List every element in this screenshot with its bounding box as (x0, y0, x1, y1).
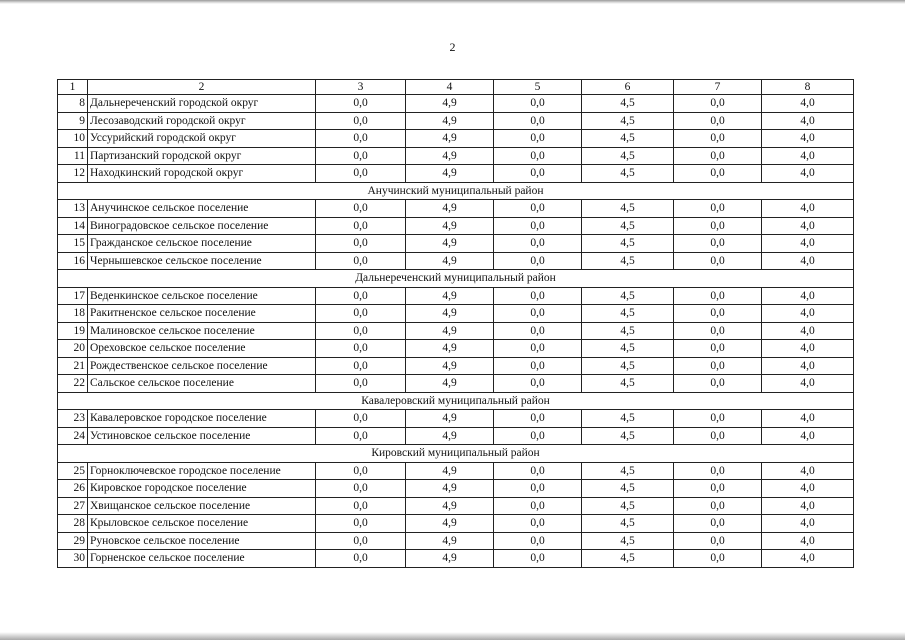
value-cell: 4,0 (762, 322, 854, 340)
header-cell: 7 (674, 80, 762, 95)
value-cell: 0,0 (494, 340, 582, 358)
value-cell: 4,5 (582, 217, 674, 235)
value-cell: 4,0 (762, 95, 854, 113)
value-cell: 4,9 (406, 550, 494, 568)
value-cell: 0,0 (494, 200, 582, 218)
municipality-name: Анучинское сельское поселение (88, 200, 316, 218)
row-number: 8 (58, 95, 88, 113)
value-cell: 0,0 (316, 112, 406, 130)
value-cell: 4,0 (762, 550, 854, 568)
table-row (58, 165, 854, 183)
value-cell: 4,0 (762, 217, 854, 235)
value-cell: 0,0 (494, 357, 582, 375)
value-cell: 4,5 (582, 147, 674, 165)
table-row (58, 95, 854, 113)
row-number: 15 (58, 235, 88, 253)
value-cell: 4,9 (406, 252, 494, 270)
municipality-name: Ореховское сельское поселение (88, 340, 316, 358)
value-cell: 0,0 (674, 427, 762, 445)
municipality-name: Рождественское сельское поселение (88, 357, 316, 375)
data-table (57, 79, 854, 568)
value-cell: 4,5 (582, 287, 674, 305)
value-cell: 4,9 (406, 515, 494, 533)
value-cell: 0,0 (316, 165, 406, 183)
row-number: 10 (58, 130, 88, 148)
value-cell: 4,0 (762, 287, 854, 305)
value-cell: 4,5 (582, 235, 674, 253)
value-cell: 0,0 (674, 95, 762, 113)
value-cell: 4,9 (406, 217, 494, 235)
value-cell: 4,0 (762, 340, 854, 358)
value-cell: 0,0 (674, 130, 762, 148)
value-cell: 4,9 (406, 480, 494, 498)
value-cell: 4,9 (406, 427, 494, 445)
value-cell: 0,0 (494, 427, 582, 445)
value-cell: 0,0 (674, 322, 762, 340)
municipality-name: Лесозаводский городской округ (88, 112, 316, 130)
header-cell: 8 (762, 80, 854, 95)
value-cell: 4,0 (762, 427, 854, 445)
value-cell: 4,0 (762, 497, 854, 515)
value-cell: 0,0 (674, 497, 762, 515)
value-cell: 4,9 (406, 322, 494, 340)
municipality-name: Уссурийский городской округ (88, 130, 316, 148)
section-title: Кировский муниципальный район (58, 445, 854, 463)
table-row (58, 112, 854, 130)
section-row (58, 392, 854, 410)
municipality-name: Горненское сельское поселение (88, 550, 316, 568)
section-title: Анучинский муниципальный район (58, 182, 854, 200)
value-cell: 4,5 (582, 200, 674, 218)
value-cell: 0,0 (316, 287, 406, 305)
municipality-name: Устиновское сельское поселение (88, 427, 316, 445)
value-cell: 0,0 (316, 532, 406, 550)
value-cell: 4,0 (762, 200, 854, 218)
value-cell: 4,5 (582, 357, 674, 375)
municipality-name: Хвищанское сельское поселение (88, 497, 316, 515)
value-cell: 4,9 (406, 95, 494, 113)
section-title: Дальнереченский муниципальный район (58, 270, 854, 288)
table-row (58, 130, 854, 148)
value-cell: 4,0 (762, 462, 854, 480)
value-cell: 0,0 (494, 480, 582, 498)
municipality-name: Дальнереченский городской округ (88, 95, 316, 113)
value-cell: 0,0 (316, 252, 406, 270)
section-title: Кавалеровский муниципальный район (58, 392, 854, 410)
value-cell: 0,0 (674, 515, 762, 533)
value-cell: 4,9 (406, 235, 494, 253)
section-row (58, 445, 854, 463)
value-cell: 4,5 (582, 112, 674, 130)
value-cell: 0,0 (316, 375, 406, 393)
value-cell: 4,9 (406, 462, 494, 480)
value-cell: 4,0 (762, 375, 854, 393)
value-cell: 0,0 (494, 235, 582, 253)
row-number: 11 (58, 147, 88, 165)
header-cell: 6 (582, 80, 674, 95)
municipality-name: Гражданское сельское поселение (88, 235, 316, 253)
table-row (58, 287, 854, 305)
value-cell: 4,0 (762, 357, 854, 375)
value-cell: 0,0 (674, 532, 762, 550)
value-cell: 0,0 (316, 427, 406, 445)
value-cell: 0,0 (316, 515, 406, 533)
value-cell: 0,0 (674, 462, 762, 480)
value-cell: 0,0 (494, 217, 582, 235)
municipality-name: Ракитненское сельское поселение (88, 305, 316, 323)
row-number: 29 (58, 532, 88, 550)
table-row (58, 550, 854, 568)
value-cell: 4,0 (762, 480, 854, 498)
table-row (58, 200, 854, 218)
value-cell: 0,0 (494, 532, 582, 550)
value-cell: 0,0 (316, 305, 406, 323)
value-cell: 0,0 (316, 147, 406, 165)
value-cell: 0,0 (494, 130, 582, 148)
value-cell: 0,0 (316, 322, 406, 340)
value-cell: 0,0 (316, 462, 406, 480)
value-cell: 0,0 (494, 95, 582, 113)
value-cell: 4,5 (582, 497, 674, 515)
header-cell: 4 (406, 80, 494, 95)
value-cell: 0,0 (674, 340, 762, 358)
value-cell: 4,5 (582, 550, 674, 568)
value-cell: 4,9 (406, 130, 494, 148)
row-number: 22 (58, 375, 88, 393)
table-row (58, 462, 854, 480)
value-cell: 0,0 (494, 515, 582, 533)
header-cell: 5 (494, 80, 582, 95)
value-cell: 0,0 (674, 410, 762, 428)
municipality-name: Кировское городское поселение (88, 480, 316, 498)
row-number: 23 (58, 410, 88, 428)
value-cell: 4,5 (582, 252, 674, 270)
value-cell: 0,0 (494, 165, 582, 183)
value-cell: 4,5 (582, 532, 674, 550)
row-number: 16 (58, 252, 88, 270)
row-number: 21 (58, 357, 88, 375)
value-cell: 4,9 (406, 532, 494, 550)
value-cell: 0,0 (674, 147, 762, 165)
value-cell: 0,0 (316, 200, 406, 218)
page-number: 2 (449, 40, 456, 54)
scan-edge-top (0, 0, 905, 4)
row-number: 13 (58, 200, 88, 218)
value-cell: 0,0 (316, 235, 406, 253)
table-row (58, 235, 854, 253)
value-cell: 4,9 (406, 147, 494, 165)
municipality-name: Кавалеровское городское поселение (88, 410, 316, 428)
value-cell: 0,0 (316, 340, 406, 358)
value-cell: 4,5 (582, 322, 674, 340)
value-cell: 4,5 (582, 480, 674, 498)
table-row (58, 252, 854, 270)
row-number: 12 (58, 165, 88, 183)
value-cell: 4,5 (582, 95, 674, 113)
row-number: 17 (58, 287, 88, 305)
value-cell: 4,5 (582, 165, 674, 183)
header-cell: 2 (88, 80, 316, 95)
value-cell: 0,0 (316, 217, 406, 235)
municipality-name: Горноключевское городское поселение (88, 462, 316, 480)
table-row (58, 497, 854, 515)
row-number: 9 (58, 112, 88, 130)
value-cell: 0,0 (494, 550, 582, 568)
value-cell: 4,9 (406, 305, 494, 323)
value-cell: 4,0 (762, 130, 854, 148)
value-cell: 4,9 (406, 375, 494, 393)
value-cell: 4,9 (406, 340, 494, 358)
value-cell: 4,0 (762, 532, 854, 550)
value-cell: 0,0 (494, 462, 582, 480)
table-row (58, 147, 854, 165)
table-row (58, 357, 854, 375)
table-row (58, 427, 854, 445)
municipality-name: Чернышевское сельское поселение (88, 252, 316, 270)
value-cell: 0,0 (316, 95, 406, 113)
municipality-name: Крыловское сельское поселение (88, 515, 316, 533)
value-cell: 0,0 (494, 497, 582, 515)
row-number: 24 (58, 427, 88, 445)
value-cell: 4,9 (406, 410, 494, 428)
scan-edge-bottom (0, 632, 905, 640)
value-cell: 4,5 (582, 515, 674, 533)
value-cell: 0,0 (674, 480, 762, 498)
value-cell: 0,0 (316, 410, 406, 428)
value-cell: 4,0 (762, 515, 854, 533)
value-cell: 4,9 (406, 287, 494, 305)
value-cell: 0,0 (674, 235, 762, 253)
value-cell: 0,0 (674, 112, 762, 130)
value-cell: 0,0 (494, 322, 582, 340)
table-row (58, 217, 854, 235)
value-cell: 4,0 (762, 252, 854, 270)
table-header-row (58, 80, 854, 95)
value-cell: 4,9 (406, 165, 494, 183)
value-cell: 0,0 (494, 147, 582, 165)
value-cell: 4,9 (406, 357, 494, 375)
municipality-name: Сальское сельское поселение (88, 375, 316, 393)
header-cell: 3 (316, 80, 406, 95)
municipality-name: Малиновское сельское поселение (88, 322, 316, 340)
value-cell: 0,0 (494, 252, 582, 270)
value-cell: 0,0 (316, 480, 406, 498)
value-cell: 0,0 (674, 217, 762, 235)
value-cell: 0,0 (494, 410, 582, 428)
value-cell: 0,0 (674, 375, 762, 393)
value-cell: 0,0 (674, 305, 762, 323)
value-cell: 0,0 (674, 287, 762, 305)
table-row (58, 340, 854, 358)
value-cell: 4,0 (762, 112, 854, 130)
municipality-name: Виноградовское сельское поселение (88, 217, 316, 235)
table-row (58, 322, 854, 340)
value-cell: 4,9 (406, 497, 494, 515)
value-cell: 4,5 (582, 305, 674, 323)
table-row (58, 375, 854, 393)
value-cell: 0,0 (674, 252, 762, 270)
value-cell: 4,0 (762, 410, 854, 428)
value-cell: 4,0 (762, 147, 854, 165)
municipality-name: Находкинский городской округ (88, 165, 316, 183)
value-cell: 0,0 (674, 200, 762, 218)
row-number: 20 (58, 340, 88, 358)
value-cell: 4,0 (762, 305, 854, 323)
row-number: 30 (58, 550, 88, 568)
header-cell: 1 (58, 80, 88, 95)
table-row (58, 305, 854, 323)
row-number: 25 (58, 462, 88, 480)
row-number: 28 (58, 515, 88, 533)
value-cell: 0,0 (494, 305, 582, 323)
municipality-name: Партизанский городской округ (88, 147, 316, 165)
value-cell: 4,5 (582, 130, 674, 148)
value-cell: 0,0 (674, 357, 762, 375)
table-row (58, 410, 854, 428)
row-number: 27 (58, 497, 88, 515)
value-cell: 0,0 (674, 165, 762, 183)
value-cell: 4,0 (762, 235, 854, 253)
table-body (58, 80, 854, 568)
municipality-name: Веденкинское сельское поселение (88, 287, 316, 305)
value-cell: 4,5 (582, 410, 674, 428)
section-row (58, 182, 854, 200)
row-number: 26 (58, 480, 88, 498)
value-cell: 4,5 (582, 340, 674, 358)
value-cell: 0,0 (316, 130, 406, 148)
table-row (58, 480, 854, 498)
value-cell: 4,9 (406, 112, 494, 130)
value-cell: 0,0 (494, 375, 582, 393)
row-number: 19 (58, 322, 88, 340)
municipality-name: Руновское сельское поселение (88, 532, 316, 550)
table-row (58, 532, 854, 550)
value-cell: 0,0 (316, 357, 406, 375)
value-cell: 4,0 (762, 165, 854, 183)
row-number: 18 (58, 305, 88, 323)
value-cell: 4,5 (582, 375, 674, 393)
value-cell: 0,0 (674, 550, 762, 568)
section-row (58, 270, 854, 288)
value-cell: 0,0 (494, 112, 582, 130)
row-number: 14 (58, 217, 88, 235)
value-cell: 0,0 (316, 497, 406, 515)
value-cell: 4,9 (406, 200, 494, 218)
table-row (58, 515, 854, 533)
value-cell: 0,0 (316, 550, 406, 568)
value-cell: 4,5 (582, 427, 674, 445)
value-cell: 0,0 (494, 287, 582, 305)
value-cell: 4,5 (582, 462, 674, 480)
